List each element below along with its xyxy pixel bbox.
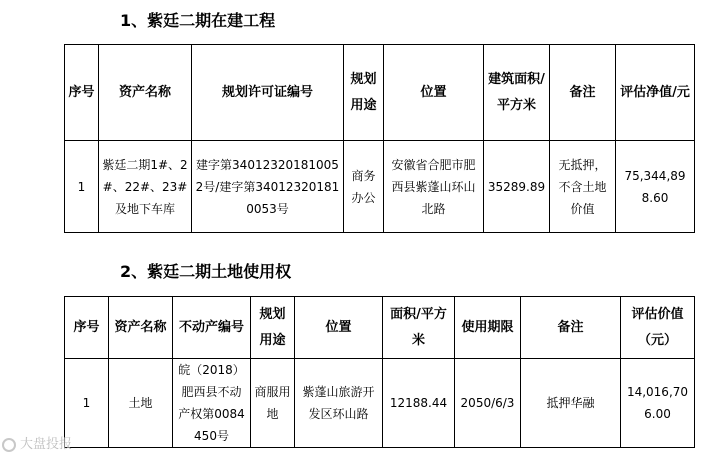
logo-icon — [2, 438, 16, 452]
construction-project-table — [64, 44, 695, 233]
header-cell: 规划许可证编号 — [192, 45, 344, 141]
usage-cell: 商服用地 — [251, 359, 295, 448]
header-cell: 资产名称 — [99, 45, 192, 141]
area-cell: 12188.44 — [383, 359, 455, 448]
appraised-value-cell: 14,016,706.00 — [621, 359, 695, 448]
area-cell: 35289.89 — [484, 141, 550, 233]
header-cell: 序号 — [65, 45, 99, 141]
header-cell: 位置 — [384, 45, 484, 141]
remark-cell: 无抵押，不含土地价值 — [550, 141, 616, 233]
header-cell: 面积/平方米 — [383, 297, 455, 359]
header-cell: 规划用途 — [251, 297, 295, 359]
watermark — [2, 433, 72, 452]
header-cell: 资产名称 — [109, 297, 173, 359]
table-header-row — [65, 297, 695, 359]
permit-number-cell: 建字第340123201810052号/建字第340123201810053号 — [192, 141, 344, 233]
row-index-cell: 1 — [65, 359, 109, 448]
term-cell: 2050/6/3 — [455, 359, 521, 448]
header-cell: 备注 — [521, 297, 621, 359]
header-cell: 位置 — [295, 297, 383, 359]
remark-cell: 抵押华融 — [521, 359, 621, 448]
section-2-title: 2、紫廷二期土地使用权 — [120, 262, 292, 281]
location-cell: 安徽省合肥市肥西县紫蓬山环山北路 — [384, 141, 484, 233]
land-use-right-table — [64, 296, 695, 448]
asset-name-cell: 紫廷二期1#、2#、22#、23#及地下车库 — [99, 141, 192, 233]
header-cell: 评估净值/元 — [616, 45, 695, 141]
section-1-title: 1、紫廷二期在建工程 — [120, 11, 276, 30]
header-cell: 备注 — [550, 45, 616, 141]
table-row — [65, 141, 695, 233]
table-row — [65, 359, 695, 448]
header-cell: 序号 — [65, 297, 109, 359]
property-number-cell: 皖（2018）肥西县不动产权第0084450号 — [173, 359, 251, 448]
header-cell: 不动产编号 — [173, 297, 251, 359]
usage-cell: 商务办公 — [344, 141, 384, 233]
row-index-cell: 1 — [65, 141, 99, 233]
header-cell: 使用期限 — [455, 297, 521, 359]
header-cell: 规划用途 — [344, 45, 384, 141]
header-cell: 评估价值（元） — [621, 297, 695, 359]
table-header-row — [65, 45, 695, 141]
net-value-cell: 75,344,898.60 — [616, 141, 695, 233]
asset-name-cell: 土地 — [109, 359, 173, 448]
location-cell: 紫蓬山旅游开发区环山路 — [295, 359, 383, 448]
watermark-text: 大盘投报 — [20, 437, 73, 452]
header-cell: 建筑面积/平方米 — [484, 45, 550, 141]
